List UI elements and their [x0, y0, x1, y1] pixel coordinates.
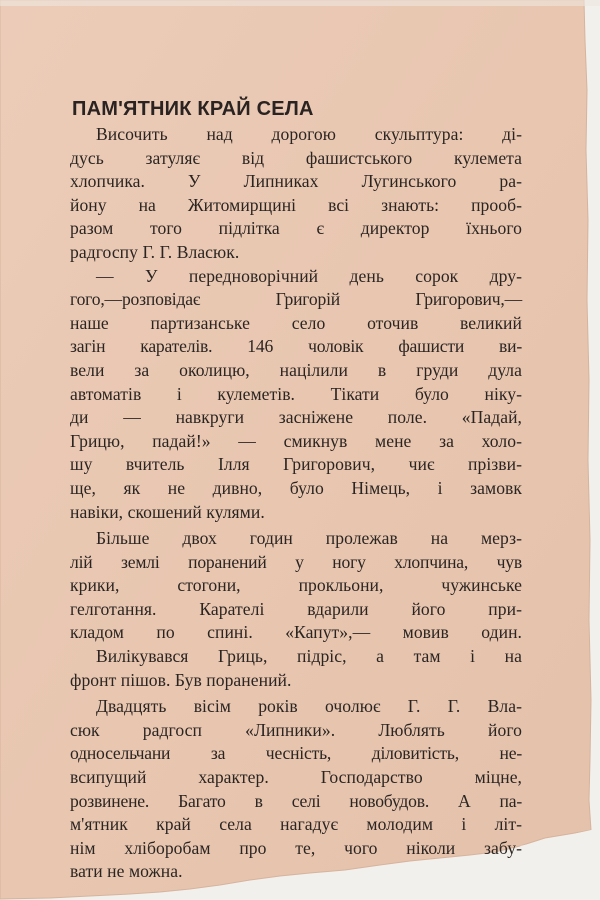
text-line: Вилікувався Гриць, підріс, а там і на [96, 646, 522, 667]
text-line: дусь затуляє від фашистського кулемета [70, 147, 522, 168]
paragraph-3 [70, 527, 522, 645]
article-headline: ПАМ'ЯТНИК КРАЙ СЕЛА [72, 98, 314, 120]
text-line: односельчани за чесність, діловитість, не- [70, 743, 522, 764]
text-line: кладом по спині. «Капут»,— мовив один. [70, 622, 522, 643]
paragraph-1 [70, 123, 522, 265]
text-line: сюк радгосп «Липники». Люблять його [70, 719, 522, 740]
text-line: вати не можна. [70, 861, 183, 882]
text-line: загін карателів. 146 чоловік фашисти ви- [70, 336, 522, 357]
text-line: хлопчика. У Липниках Лугинського ра- [70, 171, 522, 192]
text-line: ди — навкруги засніжене поле. «Падай, [70, 407, 522, 428]
text-line: м'ятник край села нагадує молодим і літ- [70, 814, 522, 835]
text-line: гелготання. Карателі вдарили його при- [70, 598, 522, 619]
text-line: Грицю, падай!» — смикнув мене за холо- [70, 430, 522, 451]
text-line: Височить над дорогою скульптура: ді- [96, 124, 522, 144]
paragraph-5 [70, 695, 522, 884]
text-line: крики, стогони, прокльони, чужинське [70, 575, 522, 596]
paragraph-2 [70, 265, 522, 525]
text-line: наше партизанське село оточив великий [70, 312, 522, 333]
text-line: гого,—розповідає Григорій Григорович,— [70, 289, 522, 310]
text-line: фронт пішов. Був поранений. [70, 669, 292, 690]
text-line: шу вчитель Ілля Григорович, чиє прізви- [70, 454, 522, 475]
text-line: Більше двох годин пролежав на мерз- [96, 528, 522, 549]
text-line: Двадцять вісім років очолює Г. Г. Вла- [96, 696, 522, 717]
text-line: розвинене. Багато в селі новобудов. А па- [70, 790, 522, 811]
text-line: навіки, скошений кулями. [70, 501, 265, 522]
text-line: лій землі поранений у ногу хлопчина, чув [70, 551, 522, 572]
text-line: вели за околицю, націлили в груди дула [70, 359, 522, 380]
article [70, 96, 522, 884]
text-line: ще, як не дивно, було Німець, і замовк [70, 477, 522, 498]
text-line: — У передноворічний день сорок дру- [96, 265, 522, 286]
text-line: разом того підлітка є директор їхнього [70, 218, 522, 239]
paragraph-4 [70, 645, 522, 692]
text-line: нім хліборобам про те, чого ніколи забу- [70, 837, 522, 858]
text-line: йону на Житомирщині всі знають: прооб- [70, 194, 522, 215]
text-line: всипущий характер. Господарство міцне, [70, 767, 522, 788]
text-line: автоматів і кулеметів. Тікати було ніку- [70, 383, 522, 404]
text-line: радгоспу Г. Г. Власюк. [70, 241, 240, 262]
